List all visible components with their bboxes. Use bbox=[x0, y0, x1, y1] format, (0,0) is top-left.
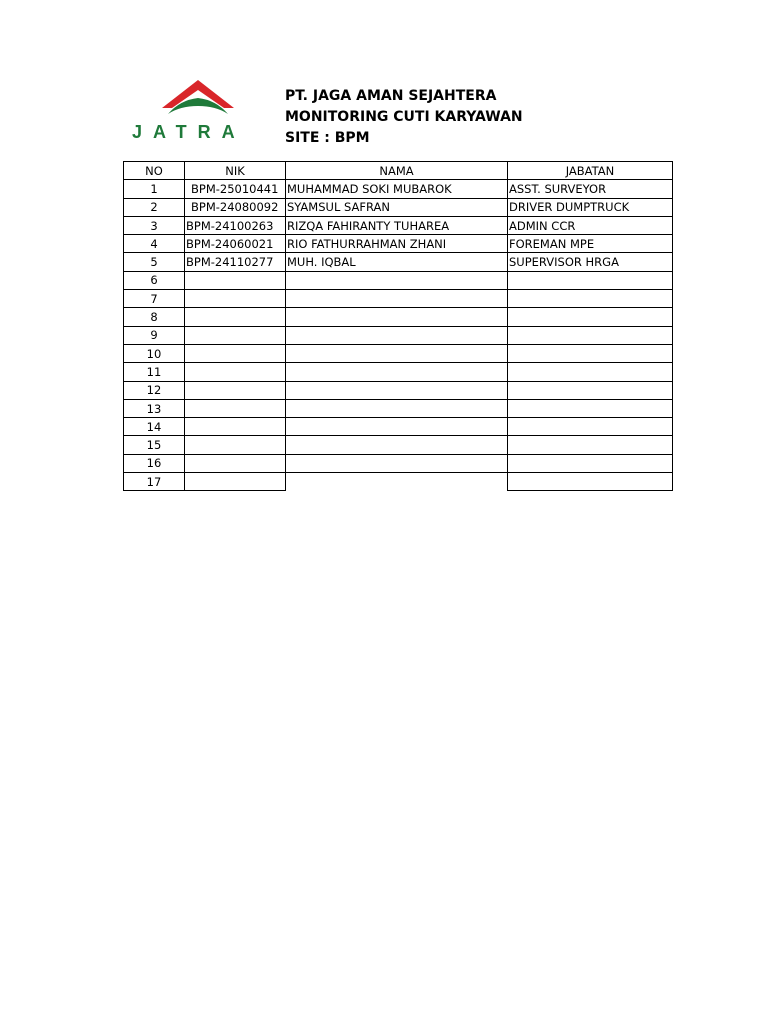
logo-wordmark: JATRA bbox=[132, 122, 246, 142]
site-label: SITE : BPM bbox=[285, 130, 370, 146]
cell-no[interactable]: 5 bbox=[124, 253, 185, 271]
table-row bbox=[124, 271, 673, 289]
column-header-jabatan: JABATAN bbox=[508, 162, 673, 180]
cell-nama[interactable] bbox=[286, 344, 508, 362]
cell-jabatan[interactable] bbox=[508, 271, 673, 289]
cell-no[interactable]: 8 bbox=[124, 308, 185, 326]
cell-jabatan[interactable]: FOREMAN MPE bbox=[508, 235, 673, 253]
cell-no[interactable]: 13 bbox=[124, 399, 185, 417]
cell-jabatan[interactable] bbox=[508, 344, 673, 362]
cell-jabatan[interactable] bbox=[508, 290, 673, 308]
cell-nama[interactable]: MUHAMMAD SOKI MUBAROK bbox=[286, 180, 508, 198]
cell-nama[interactable] bbox=[286, 381, 508, 399]
cell-jabatan[interactable] bbox=[508, 436, 673, 454]
cell-nik[interactable] bbox=[185, 454, 286, 472]
roof-logo-icon bbox=[160, 78, 236, 124]
column-header-nik: NIK bbox=[185, 162, 286, 180]
table-row bbox=[124, 253, 673, 271]
cell-nama[interactable] bbox=[286, 436, 508, 454]
cell-no[interactable]: 3 bbox=[124, 216, 185, 234]
cell-no[interactable]: 7 bbox=[124, 290, 185, 308]
cell-nik[interactable] bbox=[185, 308, 286, 326]
cell-nama[interactable] bbox=[286, 418, 508, 436]
cell-nik[interactable] bbox=[185, 290, 286, 308]
table-header-row bbox=[124, 162, 673, 180]
table-row bbox=[124, 436, 673, 454]
cell-nama[interactable] bbox=[286, 326, 508, 344]
cell-nik[interactable] bbox=[185, 436, 286, 454]
table-row bbox=[124, 198, 673, 216]
document-header bbox=[285, 86, 523, 149]
cell-jabatan[interactable]: DRIVER DUMPTRUCK bbox=[508, 198, 673, 216]
cell-nik[interactable]: BPM-24110277 bbox=[185, 253, 286, 271]
cell-nama[interactable] bbox=[286, 454, 508, 472]
cell-jabatan[interactable] bbox=[508, 326, 673, 344]
cell-nik[interactable] bbox=[185, 271, 286, 289]
cell-no[interactable]: 16 bbox=[124, 454, 185, 472]
cell-nik[interactable] bbox=[185, 381, 286, 399]
cell-jabatan[interactable] bbox=[508, 454, 673, 472]
cell-no[interactable]: 12 bbox=[124, 381, 185, 399]
cell-jabatan[interactable] bbox=[508, 473, 673, 491]
table-row bbox=[124, 418, 673, 436]
cell-jabatan[interactable] bbox=[508, 381, 673, 399]
table-row bbox=[124, 454, 673, 472]
cell-no[interactable]: 15 bbox=[124, 436, 185, 454]
cell-no[interactable]: 1 bbox=[124, 180, 185, 198]
cell-no[interactable]: 2 bbox=[124, 198, 185, 216]
cell-no[interactable]: 14 bbox=[124, 418, 185, 436]
cell-nama[interactable]: SYAMSUL SAFRAN bbox=[286, 198, 508, 216]
document-title: MONITORING CUTI KARYAWAN bbox=[285, 109, 523, 125]
cell-jabatan[interactable] bbox=[508, 308, 673, 326]
table-body bbox=[124, 180, 673, 491]
cell-no[interactable]: 9 bbox=[124, 326, 185, 344]
cell-nama[interactable] bbox=[286, 399, 508, 417]
cell-no[interactable]: 10 bbox=[124, 344, 185, 362]
cell-nik[interactable]: BPM-24080092 bbox=[185, 198, 286, 216]
cell-nik[interactable]: BPM-24060021 bbox=[185, 235, 286, 253]
table-row bbox=[124, 473, 673, 491]
cell-jabatan[interactable] bbox=[508, 399, 673, 417]
table-row bbox=[124, 344, 673, 362]
company-name: PT. JAGA AMAN SEJAHTERA bbox=[285, 88, 497, 104]
cell-nik[interactable] bbox=[185, 399, 286, 417]
cell-nik[interactable]: BPM-24100263 bbox=[185, 216, 286, 234]
cell-nik[interactable] bbox=[185, 473, 286, 491]
cell-nama[interactable]: MUH. IQBAL bbox=[286, 253, 508, 271]
leave-monitoring-table bbox=[123, 161, 673, 491]
table-row bbox=[124, 235, 673, 253]
cell-jabatan[interactable] bbox=[508, 418, 673, 436]
cell-nik[interactable] bbox=[185, 363, 286, 381]
cell-no[interactable]: 17 bbox=[124, 473, 185, 491]
cell-no[interactable]: 6 bbox=[124, 271, 185, 289]
table-row bbox=[124, 180, 673, 198]
cell-nama[interactable] bbox=[286, 290, 508, 308]
cell-jabatan[interactable]: ADMIN CCR bbox=[508, 216, 673, 234]
cell-nama[interactable]: RIO FATHURRAHMAN ZHANI bbox=[286, 235, 508, 253]
cell-nama[interactable] bbox=[286, 363, 508, 381]
cell-nik[interactable] bbox=[185, 326, 286, 344]
table-row bbox=[124, 290, 673, 308]
column-header-nama: NAMA bbox=[286, 162, 508, 180]
cell-nik[interactable] bbox=[185, 418, 286, 436]
company-logo bbox=[132, 78, 262, 144]
cell-no[interactable]: 4 bbox=[124, 235, 185, 253]
cell-jabatan[interactable] bbox=[508, 363, 673, 381]
cell-nama[interactable]: RIZQA FAHIRANTY TUHAREA bbox=[286, 216, 508, 234]
cell-jabatan[interactable]: SUPERVISOR HRGA bbox=[508, 253, 673, 271]
table-row bbox=[124, 216, 673, 234]
cell-jabatan[interactable]: ASST. SURVEYOR bbox=[508, 180, 673, 198]
cell-nama[interactable] bbox=[286, 271, 508, 289]
table-row bbox=[124, 308, 673, 326]
cell-nik[interactable] bbox=[185, 344, 286, 362]
table-row bbox=[124, 399, 673, 417]
cell-nama[interactable] bbox=[286, 308, 508, 326]
cell-no[interactable]: 11 bbox=[124, 363, 185, 381]
column-header-no: NO bbox=[124, 162, 185, 180]
table-row bbox=[124, 363, 673, 381]
table-row bbox=[124, 381, 673, 399]
cell-nik[interactable]: BPM-25010441 bbox=[185, 180, 286, 198]
table-row bbox=[124, 326, 673, 344]
cell-nama[interactable] bbox=[286, 473, 508, 491]
